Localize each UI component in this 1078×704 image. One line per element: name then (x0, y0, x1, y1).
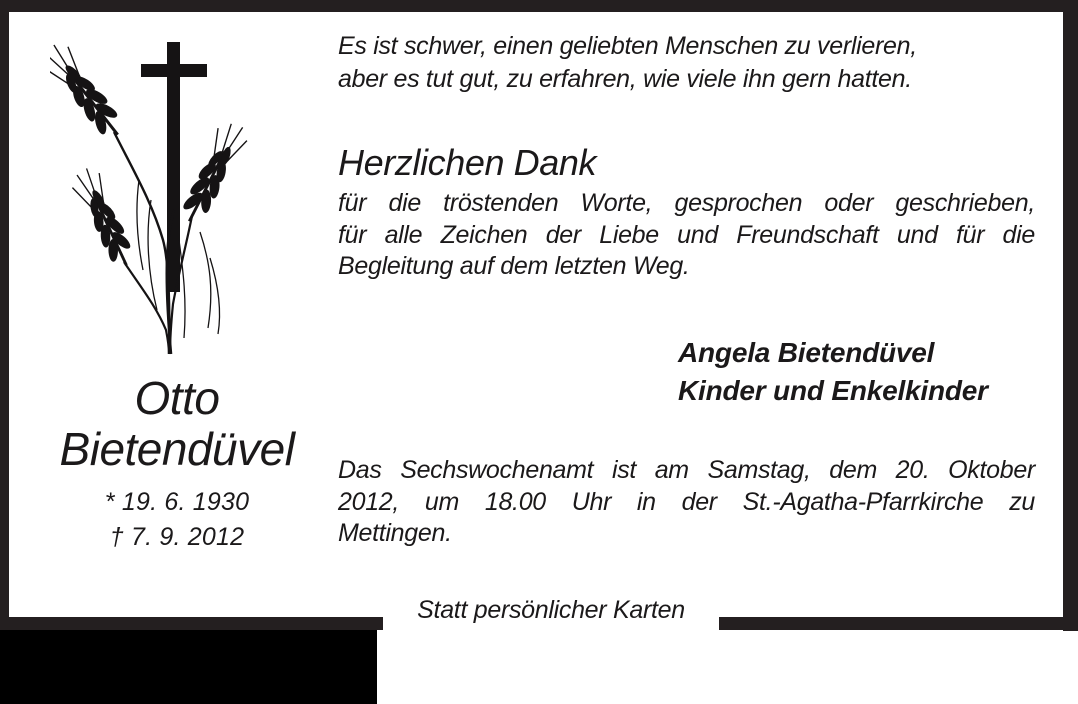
service-line-1: Das Sechswochenamt ist am Samstag, dem 20. Oktober (338, 456, 1035, 484)
thanks-line-3: Begleitung auf dem letzten Weg. (338, 252, 690, 280)
opening-lines (338, 30, 1035, 96)
cross-icon (141, 42, 207, 292)
birth-date: * 19. 6. 1930 (104, 488, 250, 516)
mourners-block (678, 334, 988, 410)
deceased-block (8, 373, 346, 555)
thanks-line-2: für alle Zeichen der Liebe und Freundschaft und für die (338, 220, 1035, 249)
cross-wheat-illustration (50, 28, 305, 358)
deceased-last-name: Bietendüvel (59, 423, 295, 475)
thanks-heading: Herzlichen Dank (338, 142, 597, 183)
footer-note: Statt persönlicher Karten (383, 590, 719, 630)
thanks-line-1: für die tröstenden Worte, gesprochen oder geschrieben, (338, 189, 1035, 217)
opening-line-1: Es ist schwer, einen geliebten Menschen zu verlieren, (338, 32, 917, 60)
black-corner-block (0, 630, 377, 704)
thanks-paragraph (338, 188, 1035, 283)
death-date: † 7. 9. 2012 (109, 523, 245, 551)
wheat-icon (50, 38, 252, 354)
mourner-name: Angela Bietendüvel (678, 337, 935, 368)
mourner-relatives: Kinder und Enkelkinder (678, 375, 988, 406)
service-line-2: 2012, um 18.00 Uhr in der St.-Agatha-Pfarrkirche zu (338, 487, 1035, 516)
frame-border-right (1063, 0, 1078, 631)
deceased-first-name: Otto (134, 372, 220, 424)
life-dates (8, 485, 346, 555)
service-paragraph (338, 455, 1035, 550)
service-line-3: Mettingen. (338, 519, 452, 547)
opening-line-2: aber es tut gut, zu erfahren, wie viele ihn gern hatten. (338, 65, 912, 93)
